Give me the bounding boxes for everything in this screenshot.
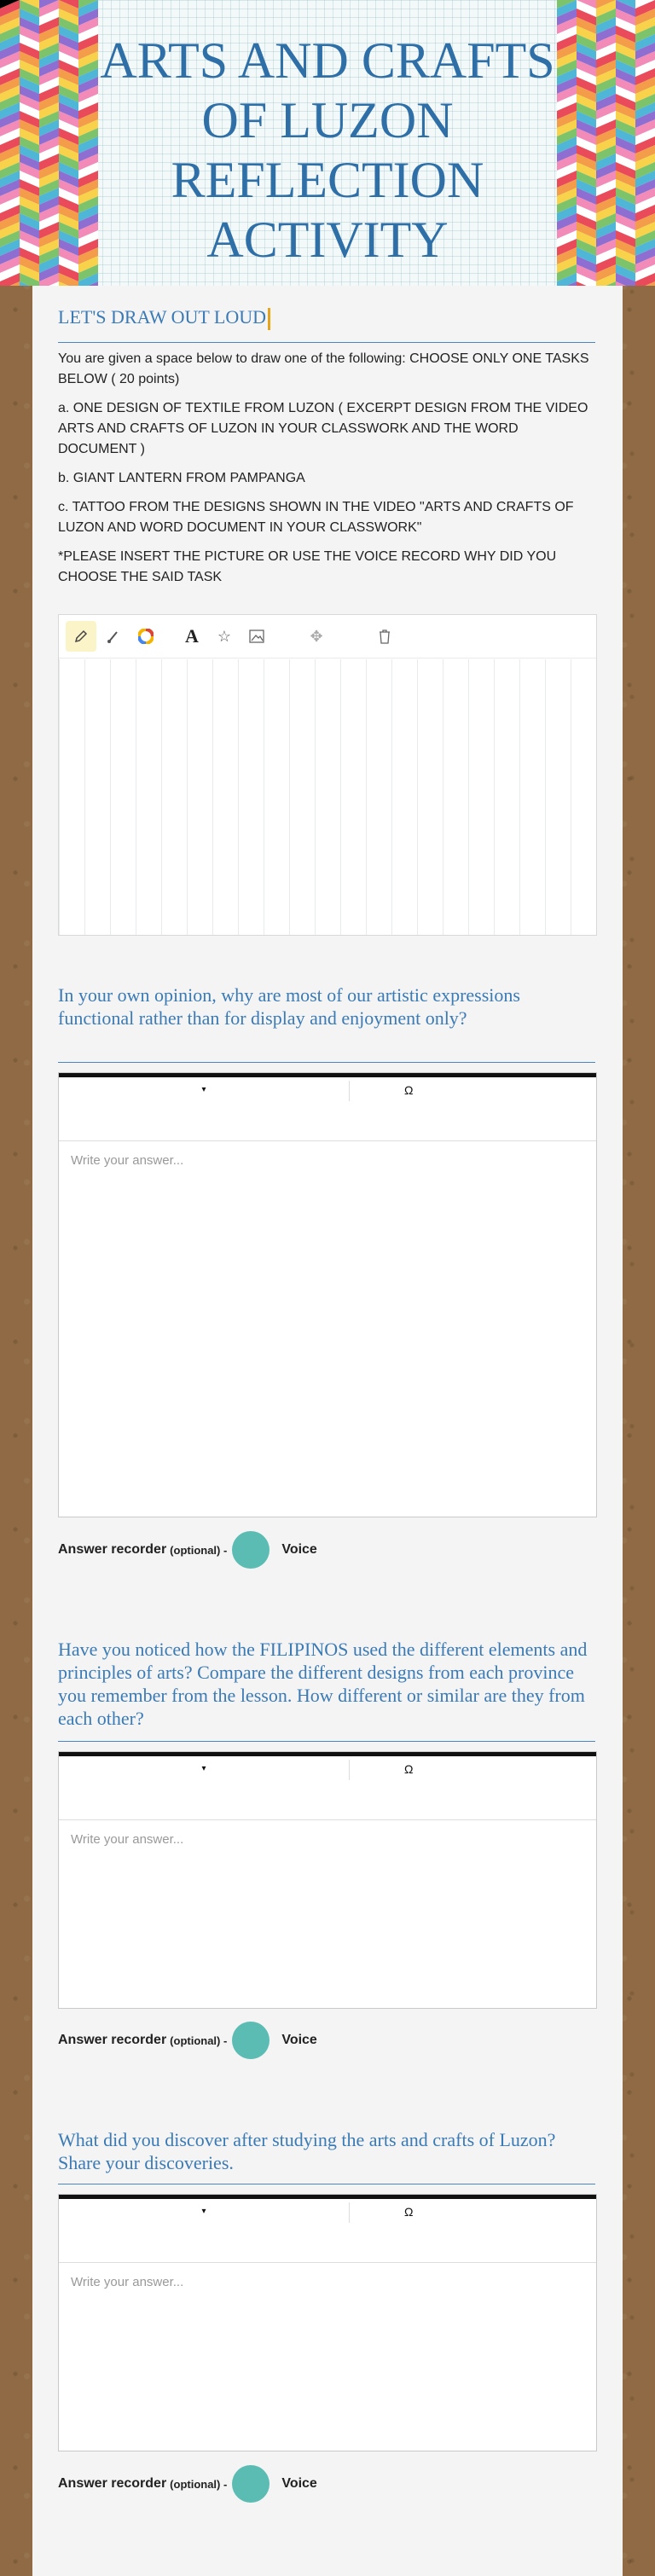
record-button[interactable]	[232, 2465, 270, 2503]
drawing-canvas[interactable]	[59, 659, 596, 935]
editor-toolbar	[59, 2195, 596, 2263]
record-button[interactable]	[232, 2022, 270, 2059]
instruction-line: c. TATTOO FROM THE DESIGNS SHOWN IN THE VIDEO "ARTS AND CRAFTS OF LUZON AND WORD DOCUMENT IN YOUR CLASSWORK"	[58, 500, 574, 535]
special-char-icon[interactable]: Ω	[404, 1083, 414, 1097]
special-char-icon[interactable]: Ω	[404, 1762, 414, 1776]
page-title: ARTS AND CRAFTS OF LUZON REFLECTION ACTIVITY	[100, 32, 555, 268]
worksheet-card	[32, 286, 623, 2576]
question-1-title: In your own opinion, why are most of our artistic expressions functional rather than for display and enjoyment only?	[58, 984, 520, 1029]
toolbar-spacer	[274, 621, 299, 652]
question-3-title: What did you discover after studying the arts and crafts of Luzon? Share your discoveries.	[58, 2129, 556, 2173]
question-1-editor	[58, 1072, 597, 1517]
text-icon[interactable]: A	[185, 625, 199, 647]
instruction-line: a. ONE DESIGN OF TEXTILE FROM LUZON ( EXCERPT DESIGN FROM THE VIDEO ARTS AND CRAFTS OF LUZON IN YOUR CLASSWORK AND THE WORD DOCUMENT )	[58, 401, 588, 456]
chevron-pattern-left	[0, 0, 98, 286]
color-wheel-icon[interactable]	[130, 621, 161, 652]
chevron-pattern-left-svg	[0, 0, 98, 286]
toolbar-divider	[349, 1081, 350, 1101]
image-icon[interactable]	[241, 621, 272, 652]
voice-label: Voice	[281, 2033, 317, 2047]
draw-instructions	[58, 349, 595, 596]
voice-label: Voice	[281, 1542, 317, 1557]
record-button[interactable]	[232, 1531, 270, 1569]
toolbar-divider	[349, 2202, 350, 2223]
toolbar-spacer	[333, 621, 368, 652]
draw-section-title-text: LET'S DRAW OUT LOUD	[58, 306, 266, 328]
drawing-box	[58, 614, 597, 936]
instruction-line: b. GIANT LANTERN FROM PAMPANGA	[58, 471, 305, 485]
answer-input[interactable]: Write your answer...	[71, 2275, 184, 2289]
recorder-optional: (optional) -	[170, 2477, 228, 2491]
drawing-toolbar	[59, 615, 596, 659]
recorder-label: Answer recorder	[58, 1542, 167, 1557]
question-2-editor	[58, 1751, 597, 2009]
format-dropdown[interactable]: ▾	[201, 1764, 206, 1773]
question-2-title: Have you noticed how the FILIPINOS used the different elements and principles of arts? Compare the different designs from each province you remember from the lesson. How different or similar are they from each other?	[58, 1639, 588, 1729]
chevron-pattern-right	[557, 0, 655, 286]
answer-recorder	[58, 2022, 317, 2059]
trash-icon[interactable]	[369, 621, 400, 652]
instruction-line: *PLEASE INSERT THE PICTURE OR USE THE VOICE RECORD WHY DID YOU CHOOSE THE SAID TASK	[58, 549, 557, 584]
brush-icon[interactable]	[98, 621, 129, 652]
format-dropdown[interactable]: ▾	[201, 1085, 206, 1094]
answer-input[interactable]: Write your answer...	[71, 1153, 184, 1168]
recorder-optional: (optional) -	[170, 2034, 228, 2047]
editor-toolbar	[59, 1073, 596, 1141]
recorder-optional: (optional) -	[170, 1543, 228, 1557]
pencil-icon[interactable]	[66, 621, 96, 652]
move-icon[interactable]: ✥	[310, 627, 323, 645]
answer-input[interactable]: Write your answer...	[71, 1832, 184, 1847]
star-icon[interactable]: ☆	[217, 627, 232, 645]
question-3-editor	[58, 2194, 597, 2451]
draw-section-title	[58, 306, 595, 330]
toolbar-divider	[349, 1760, 350, 1780]
text-cursor	[268, 308, 270, 330]
format-dropdown[interactable]: ▾	[201, 2207, 206, 2216]
toolbar-separator	[163, 621, 175, 652]
question-2-rule	[58, 1741, 595, 1742]
header-banner	[0, 0, 655, 286]
chevron-pattern-right-svg	[557, 0, 655, 286]
instruction-line: You are given a space below to draw one of the following: CHOOSE ONLY ONE TASKS BELOW ( 20 points)	[58, 351, 589, 386]
answer-recorder	[58, 2465, 317, 2503]
question-1-rule	[58, 1062, 595, 1063]
editor-toolbar	[59, 1752, 596, 1820]
voice-label: Voice	[281, 2476, 317, 2491]
recorder-label: Answer recorder	[58, 2476, 167, 2491]
special-char-icon[interactable]: Ω	[404, 2205, 414, 2219]
recorder-label: Answer recorder	[58, 2033, 167, 2047]
draw-section-rule	[58, 342, 595, 343]
answer-recorder	[58, 1531, 317, 1569]
